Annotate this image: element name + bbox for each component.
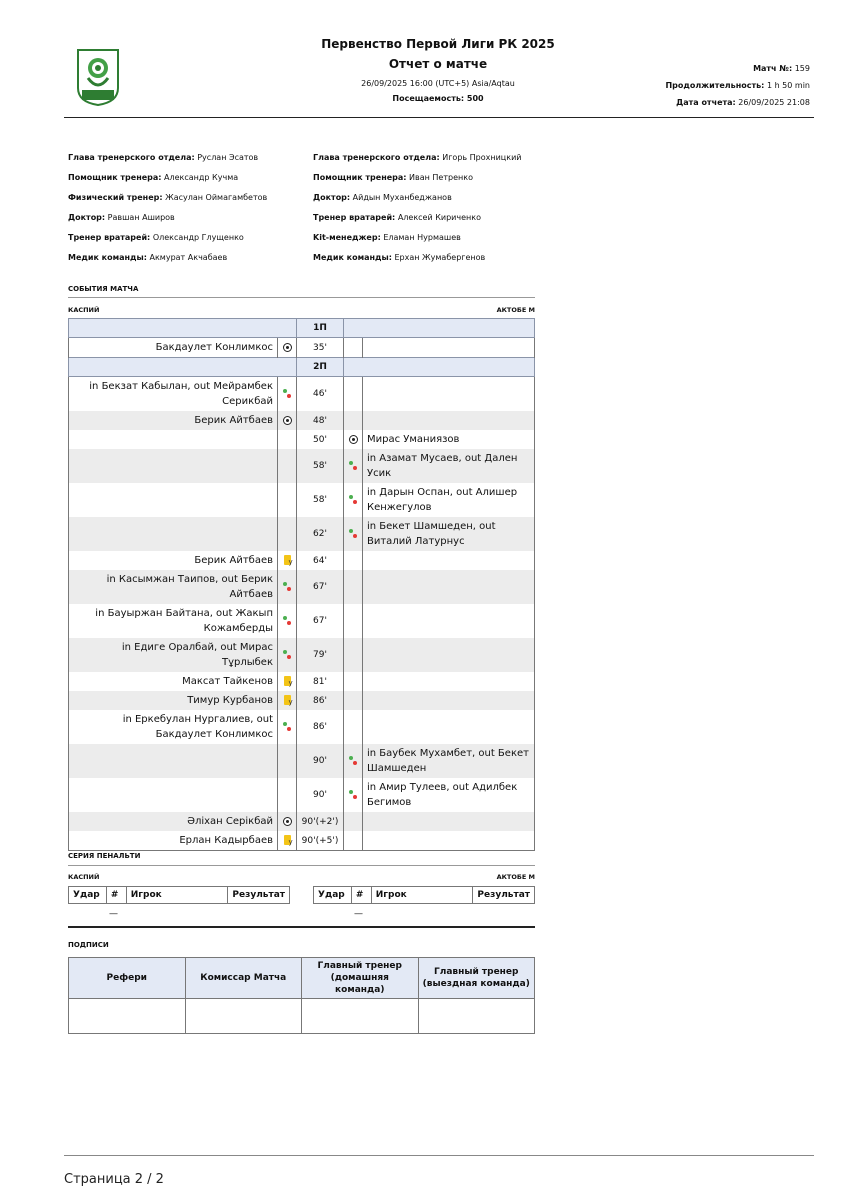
staff-line: Помощник тренера: Иван Петренко	[313, 173, 473, 182]
event-row	[69, 778, 535, 812]
competition-title: Первенство Первой Лиги РК 2025	[321, 37, 555, 51]
event-minute: 50'	[297, 430, 344, 449]
event-away-text: in Дарын Оспан, out Алишер Кенжегулов	[363, 483, 535, 517]
staff-line: Тренер вратарей: Олександр Глущенко	[68, 233, 244, 242]
event-minute: 64'	[297, 551, 344, 570]
event-row	[69, 831, 535, 851]
sig-referee-cell[interactable]	[69, 999, 186, 1034]
event-away-text: in Амир Тулеев, out Адилбек Бегимов	[363, 778, 535, 812]
match-no-label: Матч №:	[753, 64, 793, 73]
event-away-icon-cell	[344, 517, 363, 551]
events-home-team: КАСПИЙ	[68, 306, 100, 314]
event-minute: 86'	[297, 710, 344, 744]
league-logo	[74, 48, 122, 106]
section-divider	[68, 297, 535, 298]
col-shot: Удар	[69, 887, 107, 904]
half-header-row	[69, 358, 535, 377]
col-number: #	[351, 887, 371, 904]
event-minute: 90'(+5')	[297, 831, 344, 851]
event-away-icon-cell	[344, 710, 363, 744]
event-away-icon-cell	[344, 672, 363, 691]
event-row	[69, 430, 535, 449]
col-player: Игрок	[371, 887, 473, 904]
event-minute: 58'	[297, 483, 344, 517]
sig-commissioner-header: Комиссар Матча	[185, 958, 302, 999]
sig-commissioner-cell[interactable]	[185, 999, 302, 1034]
event-away-icon-cell	[344, 411, 363, 430]
event-away-icon-cell	[344, 638, 363, 672]
section-divider	[68, 865, 535, 866]
col-shot: Удар	[314, 887, 352, 904]
substitution-icon	[348, 790, 358, 800]
report-subtitle: Отчет о матче	[388, 57, 488, 71]
event-row	[69, 449, 535, 483]
event-away-text	[363, 551, 535, 570]
event-home-text	[69, 430, 278, 449]
event-away-icon-cell	[344, 551, 363, 570]
duration: 1 h 50 min	[766, 81, 810, 90]
event-away-icon-cell	[344, 570, 363, 604]
goal-icon	[349, 435, 358, 444]
half-home-blank	[69, 358, 297, 377]
goal-icon	[283, 416, 292, 425]
penalty-away-table	[313, 886, 535, 904]
report-date-label: Дата отчета:	[676, 98, 736, 107]
event-row	[69, 483, 535, 517]
event-home-text: Әліхан Серікбай	[69, 812, 278, 831]
staff-line: Тренер вратарей: Алексей Кириченко	[313, 213, 481, 222]
event-away-icon-cell	[344, 449, 363, 483]
event-away-text	[363, 691, 535, 710]
half-away-blank	[344, 358, 535, 377]
staff-line: Kit-менеджер: Еламан Нурмашев	[313, 233, 461, 242]
half-label: 1П	[297, 319, 344, 338]
event-home-icon-cell	[278, 483, 297, 517]
event-home-icon-cell	[278, 604, 297, 638]
event-row	[69, 710, 535, 744]
event-row	[69, 812, 535, 831]
event-away-icon-cell	[344, 831, 363, 851]
half-header-row	[69, 319, 535, 338]
header-divider	[64, 117, 814, 118]
event-away-text: in Азамат Мусаев, out Дален Усик	[363, 449, 535, 483]
events-table	[68, 318, 535, 851]
report-date: 26/09/2025 21:08	[738, 98, 810, 107]
event-minute: 67'	[297, 570, 344, 604]
event-row	[69, 638, 535, 672]
sig-referee-header: Рефери	[69, 958, 186, 999]
event-away-icon-cell	[344, 604, 363, 638]
event-home-icon-cell	[278, 744, 297, 778]
sig-away-coach-cell[interactable]	[418, 999, 535, 1034]
event-home-text: in Касымжан Таипов, out Берик Айтбаев	[69, 570, 278, 604]
event-away-text	[363, 710, 535, 744]
event-home-icon-cell	[278, 710, 297, 744]
event-home-icon-cell	[278, 570, 297, 604]
event-home-text	[69, 449, 278, 483]
event-home-icon-cell	[278, 430, 297, 449]
staff-line: Помощник тренера: Александр Кучма	[68, 173, 239, 182]
event-away-text	[363, 672, 535, 691]
event-away-icon-cell	[344, 691, 363, 710]
half-away-blank	[344, 319, 535, 338]
event-home-icon-cell	[278, 517, 297, 551]
event-home-text: Бакдаулет Конлимкос	[69, 338, 278, 358]
yellow-card-icon	[284, 695, 291, 705]
event-minute: 79'	[297, 638, 344, 672]
event-away-text	[363, 604, 535, 638]
event-home-icon-cell	[278, 338, 297, 358]
match-meta	[665, 63, 810, 114]
event-away-text	[363, 570, 535, 604]
event-away-text: in Баубек Мухамбет, out Бекет Шамшеден	[363, 744, 535, 778]
attendance: Посещаемость: 500	[392, 94, 484, 103]
event-home-icon-cell	[278, 778, 297, 812]
event-minute: 46'	[297, 377, 344, 412]
event-away-icon-cell	[344, 430, 363, 449]
event-home-text: Берик Айтбаев	[69, 411, 278, 430]
event-row	[69, 604, 535, 638]
substitution-icon	[348, 495, 358, 505]
staff-line: Глава тренерского отдела: Руслан Эсатов	[68, 153, 259, 162]
event-minute: 62'	[297, 517, 344, 551]
penalty-divider	[68, 926, 535, 928]
substitution-icon	[282, 389, 292, 399]
sig-home-coach-header: Главный тренер (домашняя команда)	[302, 958, 419, 999]
yellow-card-icon	[284, 835, 291, 845]
event-minute: 35'	[297, 338, 344, 358]
staff-line: Доктор: Равшан Аширов	[68, 213, 175, 222]
event-minute: 58'	[297, 449, 344, 483]
events-away-team: АКТОБЕ М	[496, 306, 535, 314]
event-row	[69, 411, 535, 430]
event-away-icon-cell	[344, 778, 363, 812]
event-home-text: Тимур Курбанов	[69, 691, 278, 710]
event-away-text	[363, 411, 535, 430]
event-home-icon-cell	[278, 411, 297, 430]
event-row	[69, 338, 535, 358]
col-player: Игрок	[126, 887, 228, 904]
substitution-icon	[348, 461, 358, 471]
half-home-blank	[69, 319, 297, 338]
goal-icon	[283, 343, 292, 352]
event-home-icon-cell	[278, 812, 297, 831]
half-label: 2П	[297, 358, 344, 377]
substitution-icon	[282, 722, 292, 732]
event-row	[69, 672, 535, 691]
duration-label: Продолжительность:	[665, 81, 765, 90]
home-staff	[68, 152, 267, 272]
away-staff	[313, 152, 521, 272]
event-home-text	[69, 483, 278, 517]
event-home-text: Ерлан Кадырбаев	[69, 831, 278, 851]
event-away-text	[363, 338, 535, 358]
event-away-text	[363, 377, 535, 412]
penalty-section-title: СЕРИЯ ПЕНАЛЬТИ	[68, 852, 141, 860]
col-number: #	[106, 887, 126, 904]
penalty-away-team: АКТОБЕ М	[496, 873, 535, 881]
footer-divider	[64, 1155, 814, 1156]
event-away-icon-cell	[344, 377, 363, 412]
event-row	[69, 517, 535, 551]
event-home-text: Максат Тайкенов	[69, 672, 278, 691]
event-home-text: in Бекзат Кабылан, out Мейрамбек Серикбай	[69, 377, 278, 412]
events-section-title: СОБЫТИЯ МАТЧА	[68, 285, 139, 293]
event-away-text: in Бекет Шамшеден, out Виталий Латурнус	[363, 517, 535, 551]
match-no: 159	[794, 64, 810, 73]
col-result: Результат	[473, 887, 535, 904]
col-result: Результат	[228, 887, 290, 904]
staff-line: Доктор: Айдын Муханбеджанов	[313, 193, 452, 202]
event-away-icon-cell	[344, 483, 363, 517]
yellow-card-icon	[284, 555, 291, 565]
substitution-icon	[282, 650, 292, 660]
event-away-text	[363, 831, 535, 851]
sig-home-coach-cell[interactable]	[302, 999, 419, 1034]
event-home-icon-cell	[278, 691, 297, 710]
sig-away-coach-header: Главный тренер (выездная команда)	[418, 958, 535, 999]
penalty-home-table	[68, 886, 290, 904]
yellow-card-icon	[284, 676, 291, 686]
event-minute: 48'	[297, 411, 344, 430]
penalty-home-team: КАСПИЙ	[68, 873, 100, 881]
event-home-text: in Бауыржан Байтана, out Жакып Кожамберды	[69, 604, 278, 638]
match-datetime: 26/09/2025 16:00 (UTC+5) Asia/Aqtau	[361, 79, 515, 88]
event-row	[69, 570, 535, 604]
substitution-icon	[282, 582, 292, 592]
substitution-icon	[348, 529, 358, 539]
page-number: Страница 2 / 2	[64, 1172, 164, 1187]
report-title-block	[288, 36, 588, 104]
event-minute: 86'	[297, 691, 344, 710]
event-home-icon-cell	[278, 672, 297, 691]
event-home-text	[69, 517, 278, 551]
event-home-icon-cell	[278, 377, 297, 412]
substitution-icon	[282, 616, 292, 626]
event-home-text: in Едиге Оралбай, out Мирас Тұрлыбек	[69, 638, 278, 672]
event-home-text: Берик Айтбаев	[69, 551, 278, 570]
event-home-text	[69, 778, 278, 812]
event-minute: 81'	[297, 672, 344, 691]
event-row	[69, 377, 535, 412]
event-away-text: Мирас Уманиязов	[363, 430, 535, 449]
event-home-icon-cell	[278, 449, 297, 483]
event-away-icon-cell	[344, 338, 363, 358]
staff-line: Физический тренер: Жасулан Оймагамбетов	[68, 193, 268, 202]
event-row	[69, 744, 535, 778]
penalty-away-empty: —	[354, 909, 363, 919]
event-row	[69, 551, 535, 570]
event-minute: 90'	[297, 778, 344, 812]
event-away-icon-cell	[344, 744, 363, 778]
event-row	[69, 691, 535, 710]
event-home-text	[69, 744, 278, 778]
signatures-table	[68, 957, 535, 1034]
staff-line: Медик команды: Акмурат Акчабаев	[68, 253, 228, 262]
event-home-text: in Еркебулан Нургалиев, out Бакдаулет Конлимкос	[69, 710, 278, 744]
event-away-text	[363, 638, 535, 672]
goal-icon	[283, 817, 292, 826]
event-away-icon-cell	[344, 812, 363, 831]
event-home-icon-cell	[278, 638, 297, 672]
penalty-home-empty: —	[109, 909, 118, 919]
event-home-icon-cell	[278, 831, 297, 851]
event-home-icon-cell	[278, 551, 297, 570]
event-minute: 90'	[297, 744, 344, 778]
staff-line: Глава тренерского отдела: Игорь Прохницкий	[313, 153, 522, 162]
event-minute: 67'	[297, 604, 344, 638]
event-minute: 90'(+2')	[297, 812, 344, 831]
staff-line: Медик команды: Ерхан Жумабергенов	[313, 253, 486, 262]
event-away-text	[363, 812, 535, 831]
signatures-section-title: ПОДПИСИ	[68, 941, 109, 949]
substitution-icon	[348, 756, 358, 766]
